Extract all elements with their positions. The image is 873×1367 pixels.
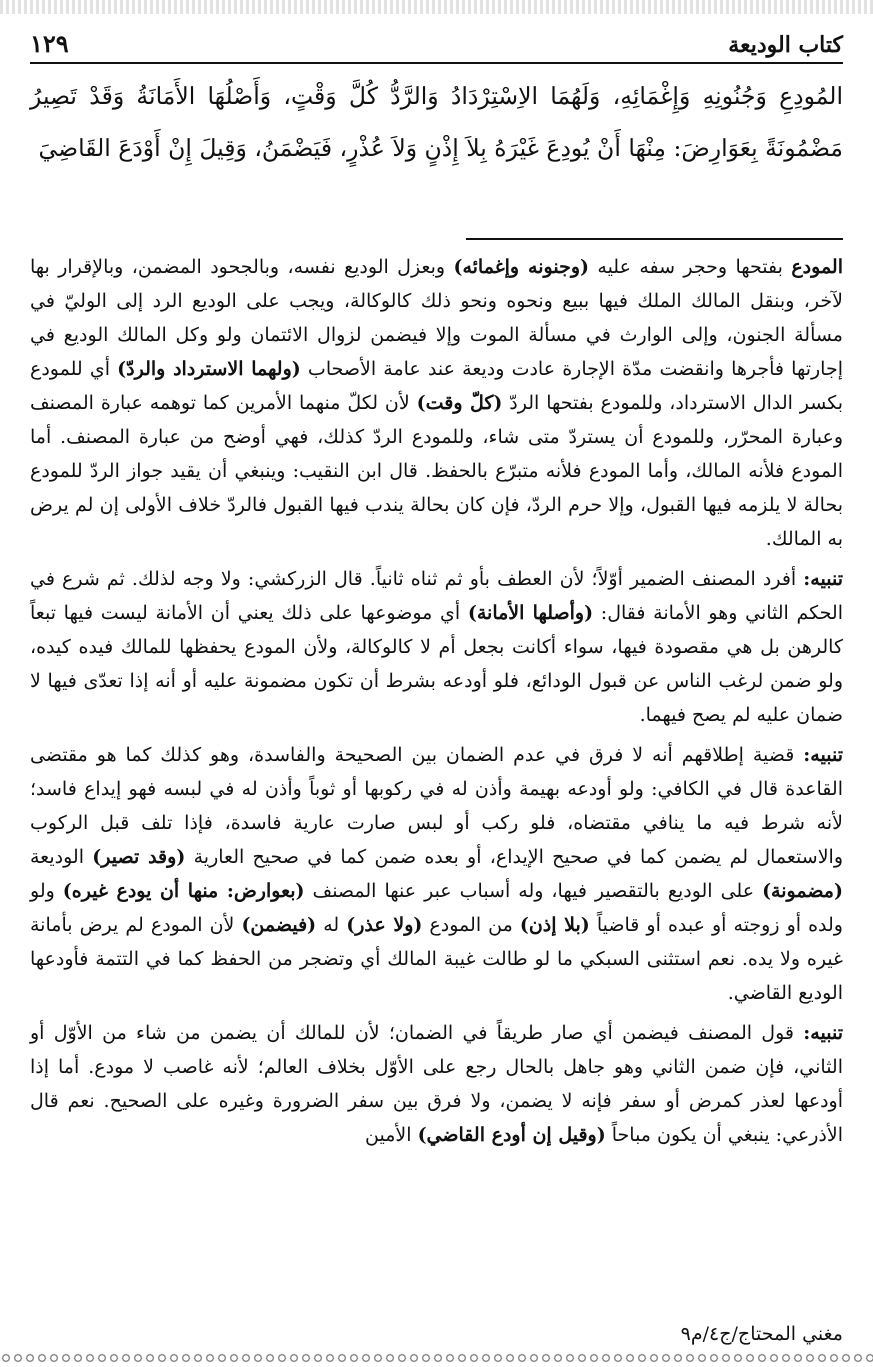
text-segment: قول المصنف فيضمن أي صار طريقاً في الضمان؛ لأن للمالك أن يضمن من شاء من الأوّل أو الثاني، فإن ضمن الثاني وهو جاهل بالحال رجع على الأوّل بخلاف العالم؛ لأنه غاصب لا مودع. أما إذا أودعها لعذر كمرض أو سفر فإنه لا يضمن، ولا فرق بين سفر الضرورة وغيره على الصحيح. نعم قال الأذرعي: ينبغي أن يكون مباحاً <box>30 1022 843 1146</box>
text-segment: الأمين <box>365 1124 418 1146</box>
bold-term: (بعوارض: منها أن يودع غيره) <box>62 880 305 902</box>
signature-mark: مغني المحتاج/ج٤/م٩ <box>680 1323 843 1345</box>
text-segment: على الوديع بالتقصير فيها، وله أسباب عبر عنها المصنف <box>304 880 763 902</box>
bottom-border-ornament <box>0 1349 873 1367</box>
text-segment: من المودع <box>422 914 520 936</box>
page-number: ١٢٩ <box>30 29 69 58</box>
text-segment: بفتحها وحجر سفه عليه <box>589 256 792 278</box>
separator-line <box>466 238 843 240</box>
running-title: كتاب الوديعة <box>728 32 843 58</box>
text-segment: لأن المودع لم يرض بأمانة غيره ولا يده. نعم استثنى السبكي ما لو طالت غيبة المالك أي وتضجر من الحفظ كما في التتمة فأودعها الوديع القاضي. <box>30 914 843 1004</box>
text-segment: الوديعة <box>30 846 93 868</box>
commentary-paragraph-3 <box>30 738 843 1010</box>
bold-term: (وأصلها الأمانة) <box>467 602 594 624</box>
bold-term: (وقد تصير) <box>92 846 186 868</box>
text-segment: أي موضوعها على ذلك يعني أن الأمانة ليست فيها تبعاً كالرهن بل هي مقصودة فيها، سواء أكانت بجعل أم لا كالوكالة، ولأن المودع يحفظها للمالك فيده كيده، ولو ضمن لرغب الناس عن قبول الودائع، فلو أودعه بشرط أن تكون مضمونة عليه أو أنه إذا تعدّى فيها لا ضمان عليه لم يصح فيهما. <box>30 602 843 726</box>
bold-term: (بلا إذن) <box>519 914 590 936</box>
bold-term: (ولهما الاسترداد والردّ) <box>117 358 301 380</box>
text-segment: أي للمودع بكسر الدال الاسترداد، وللمودع بفتحها الردّ <box>30 358 843 414</box>
bold-term: (كلّ وقت) <box>416 392 503 414</box>
top-border-ornament <box>0 0 873 14</box>
commentary <box>30 250 843 1158</box>
bold-term: (وقيل إن أودع القاضي) <box>417 1124 606 1146</box>
main-text-paragraph: المُودِعِ وَجُنُونِهِ وَإِغْمَائِهِ، وَلَهُمَا الاِسْتِرْدَادُ وَالرَّدُّ كُلَّ وَقْتٍ، وَأَصْلُهَا الأَمَانَةُ وَقَدْ تَصِيرُ مَضْمُونَةً بِعَوَارِضَ: مِنْهَا أَنْ يُودِعَ غَيْرَهُ بِلاَ إِذْنٍ وَلاَ عُذْرٍ، فَيَضْمَنُ، وَقِيلَ إِنْ أَوْدَعَ القَاضِيَ <box>30 82 843 162</box>
text-segment: أفرد المصنف الضمير أوّلاً؛ لأن العطف بأو ثم ثناه ثانياً. قال الزركشي: ولا وجه لذلك. ثم شرع في الحكم الثاني وهو الأمانة فقال: <box>30 568 843 624</box>
commentary-paragraph-2 <box>30 562 843 732</box>
bold-term: (فيضمن) <box>241 914 317 936</box>
bold-term: (وجنونه وإغمائه) <box>453 256 589 278</box>
note-label: تنبيه: <box>803 744 843 766</box>
bold-term: (مضمونة) <box>762 880 843 902</box>
note-label: تنبيه: <box>803 1022 843 1044</box>
text-segment: ولو ولده أو زوجته أو عبده أو قاضياً <box>30 880 843 936</box>
text-segment: قضية إطلاقهم أنه لا فرق في عدم الضمان بين الصحيحة والفاسدة، وهو كذلك كما هو مقتضى القاعدة قال في الكافي: ولو أودعه بهيمة وأذن له في ركوبها أو ثوباً وأذن له في لبسه فهو إيداع فاسد؛ لأنه شرط فيه ما ينافي مقتضاه، فلو ركب أو لبس صارت عارية فاسدة، فإذا تلف قبل الركوب والاستعمال لم يضمن كما في صحيح الإيداع، أو بعده ضمن كما في صحيح العارية <box>30 744 843 868</box>
page-header <box>30 22 843 64</box>
text-segment: له <box>316 914 347 936</box>
commentary-paragraph-4 <box>30 1016 843 1152</box>
main-text <box>30 70 843 174</box>
bold-term: المودع <box>791 256 843 278</box>
text-segment: وبعزل الوديع نفسه، وبالجحود المضمن، وبالإقرار بها لآخر، وبنقل المالك الملك فيها ببيع ونحوه ونحو ذلك كالوكالة، ويجب على الوديع الرد إلى الوليّ في مسألة الجنون، وإلى الوارث في مسألة الموت وإلا فيضمن لزوال الائتمان ولو وكل المالك الوديع في إجارتها فأجرها وانقضت مدّة الإجارة عادت وديعة عند عامة الأصحاب <box>30 256 843 380</box>
note-label: تنبيه: <box>803 568 843 590</box>
bold-term: (ولا عذر) <box>346 914 423 936</box>
text-segment: لأن لكلّ منهما الأمرين كما توهمه عبارة المصنف وعبارة المحرّر، وللمودع أن يستردّ متى شاء، وللمودع الردّ كذلك، فهي أوضح من عبارة المصنف. أما المودع فلأنه المالك، وأما المودع فلأنه متبرّع بالحفظ. قال ابن النقيب: وينبغي أن يقيد جواز الردّ للمودع بحالة لا يلزمه فيها القبول، وإلا حرم الردّ، فإن كان بحالة يندب فيها القبول فالردّ خلاف الأولى إن لم يرض به المالك. <box>30 392 844 550</box>
commentary-paragraph-1 <box>30 250 843 556</box>
